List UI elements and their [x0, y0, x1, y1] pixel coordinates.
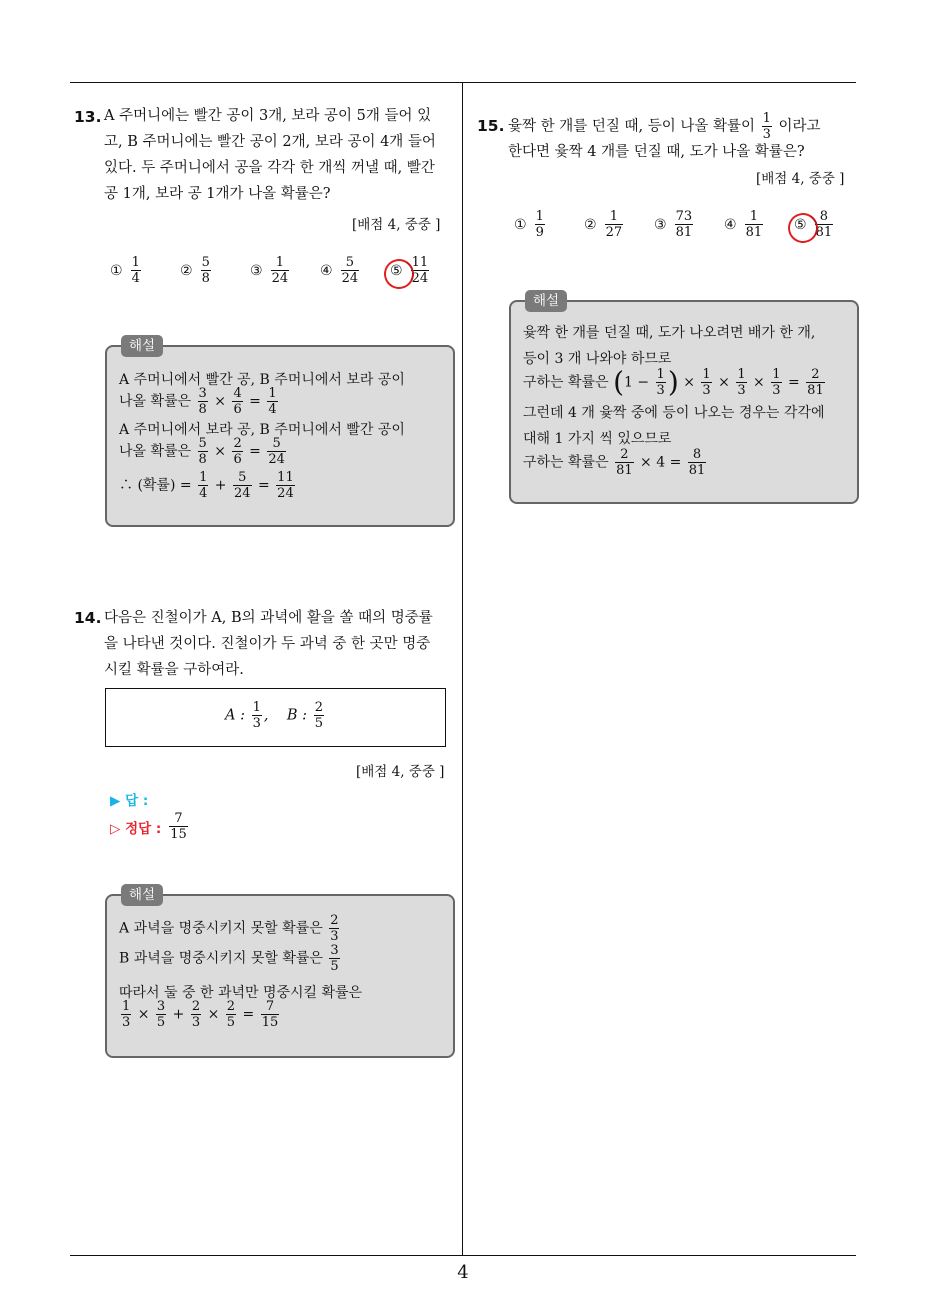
fraction: $\frac{5}{8}$: [198, 436, 207, 467]
denominator: 24: [271, 271, 289, 286]
question-number: 14.: [74, 609, 102, 627]
explanation-line: 구하는 확률은 (1 − $\frac{1}{3}$ ) × $\frac{1}{3}$ × $\frac{1}{3}$ × $\frac{1}{3}$ = $\frac{2}{81}$: [523, 365, 824, 399]
fraction: $\frac{2}{81}$: [616, 447, 633, 478]
numerator: 1: [749, 209, 758, 224]
denominator: 24: [341, 271, 359, 286]
denominator: 15: [170, 827, 187, 842]
explanation-line: A 주머니에서 빨간 공, B 주머니에서 보라 공이: [119, 372, 405, 388]
explanation-line: $\frac{1}{3}$ × $\frac{3}{5}$ + $\frac{2}{3}$ × $\frac{2}{5}$ = $\frac{7}{15}$: [122, 999, 279, 1030]
denominator: 9: [535, 225, 544, 240]
choice-fraction: [271, 256, 290, 285]
choice-fraction: [535, 210, 545, 239]
question-line: 한다면 윷짝 4 개를 던질 때, 도가 나올 확률은?: [508, 144, 805, 160]
fraction: $\frac{1}{4}$: [268, 386, 277, 417]
numerator: 5: [201, 255, 210, 270]
choice-3[interactable]: [654, 210, 695, 239]
explanation-line: 나올 확률은 $\frac{3}{8}$ × $\frac{4}{6}$ = $\frac{1}{4}$: [119, 386, 277, 417]
fraction: $\frac{7}{15}$: [261, 999, 279, 1030]
choice-number: ③: [250, 262, 263, 279]
question-line: A 주머니에는 빨간 공이 3개, 보라 공이 5개 들어 있: [104, 108, 432, 124]
correct-answer-fraction: [169, 812, 188, 841]
denominator: 27: [605, 225, 623, 240]
explanation-tag: 해설: [121, 335, 163, 357]
explanation-line: ∴ (확률) = $\frac{1}{4}$ + $\frac{5}{24}$ = $\frac{11}{24}$: [119, 470, 294, 501]
choice-1[interactable]: [110, 256, 143, 285]
fraction: $\frac{8}{81}$: [688, 447, 706, 478]
explanation-line: 윷짝 한 개를 던질 때, 도가 나오려면 배가 한 개,: [523, 325, 816, 341]
fraction: $\frac{2}{3}$: [330, 913, 339, 944]
fraction: $\frac{11}{24}$: [277, 470, 294, 501]
choice-number: ②: [180, 262, 193, 279]
page-number: 4: [457, 1262, 469, 1283]
explanation-line: [119, 914, 341, 943]
fraction: $\frac{5}{24}$: [233, 470, 251, 501]
explanation-line: 나올 확률은 $\frac{5}{8}$ × $\frac{2}{6}$ = $\frac{5}{24}$: [119, 436, 285, 467]
choice-5[interactable]: [390, 256, 431, 285]
denominator: 81: [745, 225, 763, 240]
choice-1[interactable]: [514, 210, 547, 239]
choice-4[interactable]: [724, 210, 765, 239]
question-text: 이라고: [778, 118, 821, 135]
fraction: $\frac{2}{81}$: [807, 367, 824, 398]
choice-fraction: [745, 210, 764, 239]
choice-number: ④: [320, 262, 333, 279]
choice-number: ②: [584, 216, 597, 233]
given-condition-box: [105, 688, 446, 747]
explanation-text: 나올 확률은: [119, 393, 192, 410]
fraction: $\frac{2}{6}$: [233, 436, 242, 467]
choice-fraction: [131, 256, 141, 285]
denominator: 8: [201, 271, 210, 286]
numerator: 7: [174, 811, 183, 826]
question-line: [508, 112, 821, 141]
fraction: $\frac{3}{5}$: [156, 999, 166, 1030]
explanation-line: A 주머니에서 보라 공, B 주머니에서 빨간 공이: [119, 422, 405, 438]
choice-5[interactable]: [794, 210, 835, 239]
explanation-tag: 해설: [121, 884, 163, 906]
denominator: 81: [815, 225, 833, 240]
fraction: $\frac{1}{3}$: [737, 367, 746, 398]
target-a-label: A :: [225, 707, 245, 724]
choice-4[interactable]: [320, 256, 361, 285]
explanation-line: 대해 1 가지 씩 있으므로: [523, 431, 672, 447]
question-text: [104, 104, 456, 208]
explanation-line: 구하는 확률은 $\frac{2}{81}$ × 4 = $\frac{8}{81}$: [523, 447, 706, 478]
fraction: $\frac{3}{5}$: [330, 943, 339, 974]
fraction: $\frac{1}{3}$: [772, 367, 781, 398]
question-text: 윷짝 한 개를 던질 때, 등이 나올 확률이: [508, 118, 755, 135]
question-line: 공 1개, 보라 공 1개가 나올 확률은?: [104, 186, 331, 202]
score-level: [배점 4, 중중 ]: [756, 171, 845, 187]
choice-number: ⑤: [390, 263, 403, 279]
fraction: $\frac{1}{3}$: [762, 111, 771, 142]
question-line: 고, B 주머니에는 빨간 공이 2개, 보라 공이 4개 들어: [104, 134, 436, 150]
fraction: $\frac{1}{3}$: [656, 367, 665, 398]
explanation-text: A 과녁을 명중시키지 못할 확률은: [119, 920, 323, 937]
fraction: $\frac{1}{3}$: [122, 999, 131, 1030]
choice-fraction: [675, 210, 694, 239]
choice-fraction: [605, 210, 624, 239]
explanation-text: B 과녁을 명중시키지 못할 확률은: [119, 950, 323, 967]
answer-field-label: ▶ 답 :: [110, 793, 149, 809]
choice-fraction: [201, 256, 211, 285]
explanation-text: ∴ (확률) =: [119, 477, 192, 494]
choice-number: ③: [654, 216, 667, 233]
question-number: 15.: [477, 117, 505, 135]
fraction: $\frac{2}{3}$: [191, 999, 201, 1030]
fraction: $\frac{1}{3}$: [702, 367, 711, 398]
fraction: $\frac{3}{8}$: [198, 386, 207, 417]
fraction: $\frac{5}{24}$: [268, 436, 285, 467]
choice-number: ④: [724, 216, 737, 233]
numerator: 1: [131, 255, 140, 270]
numerator: 5: [345, 255, 354, 270]
fraction: $\frac{1}{3}$: [252, 700, 261, 731]
numerator: 8: [819, 209, 828, 224]
explanation-box: [105, 338, 455, 527]
choice-fraction: [341, 256, 360, 285]
explanation-tag: 해설: [525, 290, 567, 312]
numerator: 73: [675, 209, 693, 224]
numerator: 1: [275, 255, 284, 270]
choice-number: ①: [514, 216, 527, 233]
explanation-box: [509, 293, 859, 504]
fraction: $\frac{2}{5}$: [226, 999, 236, 1030]
explanation-text: 구하는 확률은: [523, 374, 609, 391]
explanation-line: 그런데 4 개 윷짝 중에 등이 나오는 경우는 각각에: [523, 405, 825, 421]
bottom-rule: [70, 1255, 856, 1256]
choice-2[interactable]: [584, 210, 625, 239]
column-divider: [462, 83, 463, 1256]
explanation-box: [105, 887, 455, 1058]
denominator: 81: [675, 225, 693, 240]
correct-answer: [110, 812, 190, 841]
choice-number: ⑤: [794, 217, 807, 233]
explanation-line: 따라서 둘 중 한 과녁만 명중시킬 확률은: [119, 985, 363, 1001]
question-text: [104, 606, 456, 684]
top-rule: [70, 82, 856, 83]
correct-answer-label: ▷ 정답 :: [110, 820, 162, 837]
score-level: [배점 4, 중중 ]: [356, 764, 445, 780]
fraction: $\frac{2}{5}$: [314, 700, 323, 731]
fraction: $\frac{1}{4}$: [199, 470, 208, 501]
target-b-label: B :: [286, 707, 308, 724]
numerator: 1: [535, 209, 544, 224]
explanation-text: 구하는 확률은: [523, 454, 609, 471]
explanation-text: 나올 확률은: [119, 443, 192, 460]
numerator: 1: [609, 209, 618, 224]
explanation-line: 등이 3 개 나와야 하므로: [523, 351, 672, 367]
denominator: 4: [131, 271, 140, 286]
fraction: $\frac{4}{6}$: [233, 386, 242, 417]
denominator: 24: [411, 271, 429, 286]
score-level: [배점 4, 중중 ]: [352, 217, 441, 233]
question-line: 있다. 두 주머니에서 공을 각각 한 개씩 꺼낼 때, 빨간: [104, 160, 435, 176]
numerator: 11: [411, 255, 429, 270]
choice-2[interactable]: [180, 256, 213, 285]
choice-3[interactable]: [250, 256, 291, 285]
question-line: 다음은 진철이가 A, B의 과녁에 활을 쏠 때의 명중률: [104, 610, 433, 626]
question-line: 시킬 확률을 구하여라.: [104, 662, 244, 678]
question-number: 13.: [74, 108, 102, 126]
given-condition: A : $\frac{1}{3}$ , B : $\frac{2}{5}$: [225, 700, 323, 731]
choice-number: ①: [110, 262, 123, 279]
question-line: 을 나타낸 것이다. 진철이가 두 과녁 중 한 곳만 명중: [104, 636, 431, 652]
explanation-line: [119, 944, 342, 973]
